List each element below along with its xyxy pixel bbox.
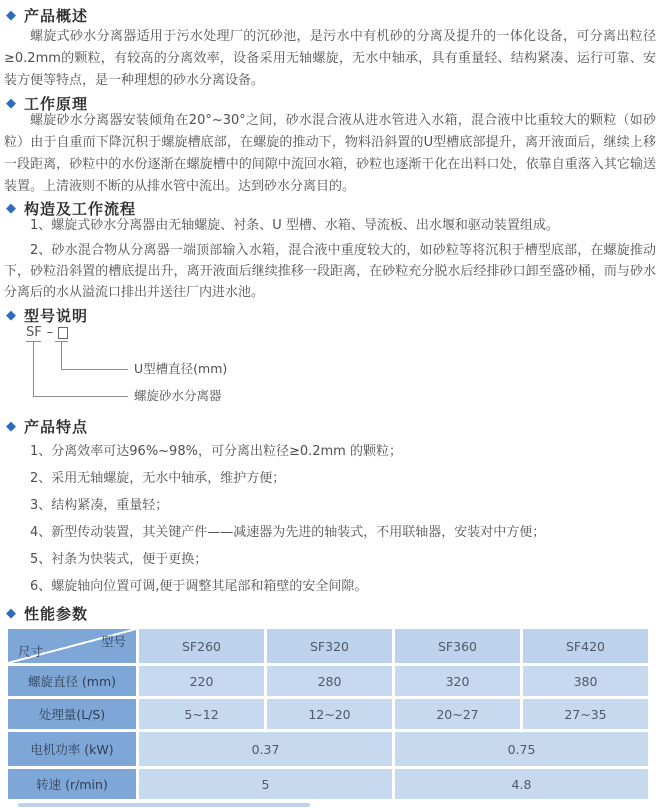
section-heading-params [6,603,88,623]
diamond-bullet-icon: ◆ [6,7,17,23]
table-corner-cell [8,629,136,663]
feature-item: 5、衬条为快装式，便于更换； [30,552,208,567]
table-cell: 320 [395,666,520,696]
feature-item: 3、结构紧凑，重量轻； [30,498,169,513]
model-number-diagram [0,325,430,415]
section-heading-features [6,416,88,436]
model-prefix: SF [26,325,42,340]
table-cell: 27~35 [523,699,648,729]
table-row [8,732,648,766]
table-header-row [8,629,648,663]
model-column-header: SF260 [139,629,264,663]
structure-item-1: 1、螺旋式砂水分离器由无轴螺旋、衬条、U 型槽、水箱、导流板、出水堰和驱动装置组成。 [30,218,559,233]
model-column-header: SF360 [395,629,520,663]
model-label-trough: U型槽直径(mm) [134,361,228,376]
table-cell: 12~20 [267,699,392,729]
section-heading-overview [6,5,88,25]
section-heading-model [6,305,88,325]
table-cell-merged: 0.75 [395,732,648,766]
feature-item: 2、采用无轴螺旋，无水中轴承，维护方便； [30,471,286,486]
diamond-bullet-icon: ◆ [6,605,17,621]
row-label: 转速 (r/min) [8,769,136,799]
model-column-header: SF320 [267,629,392,663]
section-title-principle: 工作原理 [24,94,89,113]
table-row [8,769,648,799]
principle-paragraph: 螺旋砂水分离器安装倾角在20°~30°之间，砂水混合液从进水管进入水箱，混合液中比重较大的颗粒（如砂粒）由于自重而下降沉积于螺旋槽底部，在螺旋的推动下，物料沿斜置的U型槽底部提升，离开液面后，继续上移一段距离，砂粒中的水份逐渐在螺旋槽中的间隙中流回水箱，砂粒也逐渐干化在出料口处，依靠自重落入其它输送装置。上清液则不断的从排水管中流出。达到砂水分离目的。 [4,113,656,194]
table-cell: 20~27 [395,699,520,729]
table-cell: 220 [139,666,264,696]
table-cell: 5~12 [139,699,264,729]
connector-line [33,342,34,396]
corner-label-size: 尺寸 [18,644,44,659]
structure-item-2: 2、砂水混合物从分离器一端顶部输入水箱，混合液中重度较大的，如砂粒等将沉积于槽型底部，在螺旋推动下，砂粒沿斜置的槽底提出升，离开液面后继续推移一段距离，在砂粒充分脱水后经排砂口卸至盛砂桶，而与砂水分离后的水从溢流口排出并送往厂内进水池。 [4,243,656,300]
diamond-bullet-icon: ◆ [6,307,17,323]
connector-line [61,342,62,369]
table-cell: 380 [523,666,648,696]
section-title-features: 产品特点 [24,417,89,436]
connector-line [61,369,128,370]
overview-paragraph: 螺旋式砂水分离器适用于污水处理厂的沉砂池，是污水中有机砂的分离及提升的一体化设备，可分离出粒径≥0.2mm的颗粒，有较高的分离效率，设备采用无轴螺旋，无水中轴承，具有重量轻、结构紧凑、运行可靠、安装方便等特点，是一种理想的砂水分离设备。 [4,29,656,88]
row-label: 电机功率 (kW) [8,732,136,766]
model-size-box [58,327,68,339]
next-table-row-sliver [18,803,310,807]
model-dash: – [46,325,54,340]
feature-item: 1、分离效率可达96%~98%，可分离出粒径≥0.2mm 的颗粒； [30,444,402,459]
table-cell: 280 [267,666,392,696]
connector-line [33,396,128,397]
table-row [8,699,648,729]
model-column-header: SF420 [523,629,648,663]
section-title-overview: 产品概述 [24,6,89,25]
row-label: 处理量(L/S) [8,699,136,729]
table-cell-merged: 5 [139,769,392,799]
corner-label-model: 型号 [100,634,126,649]
feature-item: 4、新型传动装置，其关键产件——减速器为先进的轴装式，不用联轴器，安装对中方便； [30,525,546,540]
table-cell-merged: 4.8 [395,769,648,799]
row-label: 螺旋直径 (mm) [8,666,136,696]
model-code [26,325,68,340]
section-title-structure: 构造及工作流程 [24,199,137,218]
table-cell-merged: 0.37 [139,732,392,766]
model-label-name: 螺旋砂水分离器 [134,388,222,403]
section-title-model: 型号说明 [24,306,89,325]
diamond-bullet-icon: ◆ [6,418,17,434]
feature-item: 6、螺旋轴向位置可调,便于调整其尾部和箱壁的安全间隙。 [30,579,368,594]
section-title-params: 性能参数 [24,604,89,623]
features-list [4,441,656,603]
diamond-bullet-icon: ◆ [6,200,17,216]
diamond-bullet-icon: ◆ [6,95,17,111]
performance-table [5,626,651,802]
table-row [8,666,648,696]
